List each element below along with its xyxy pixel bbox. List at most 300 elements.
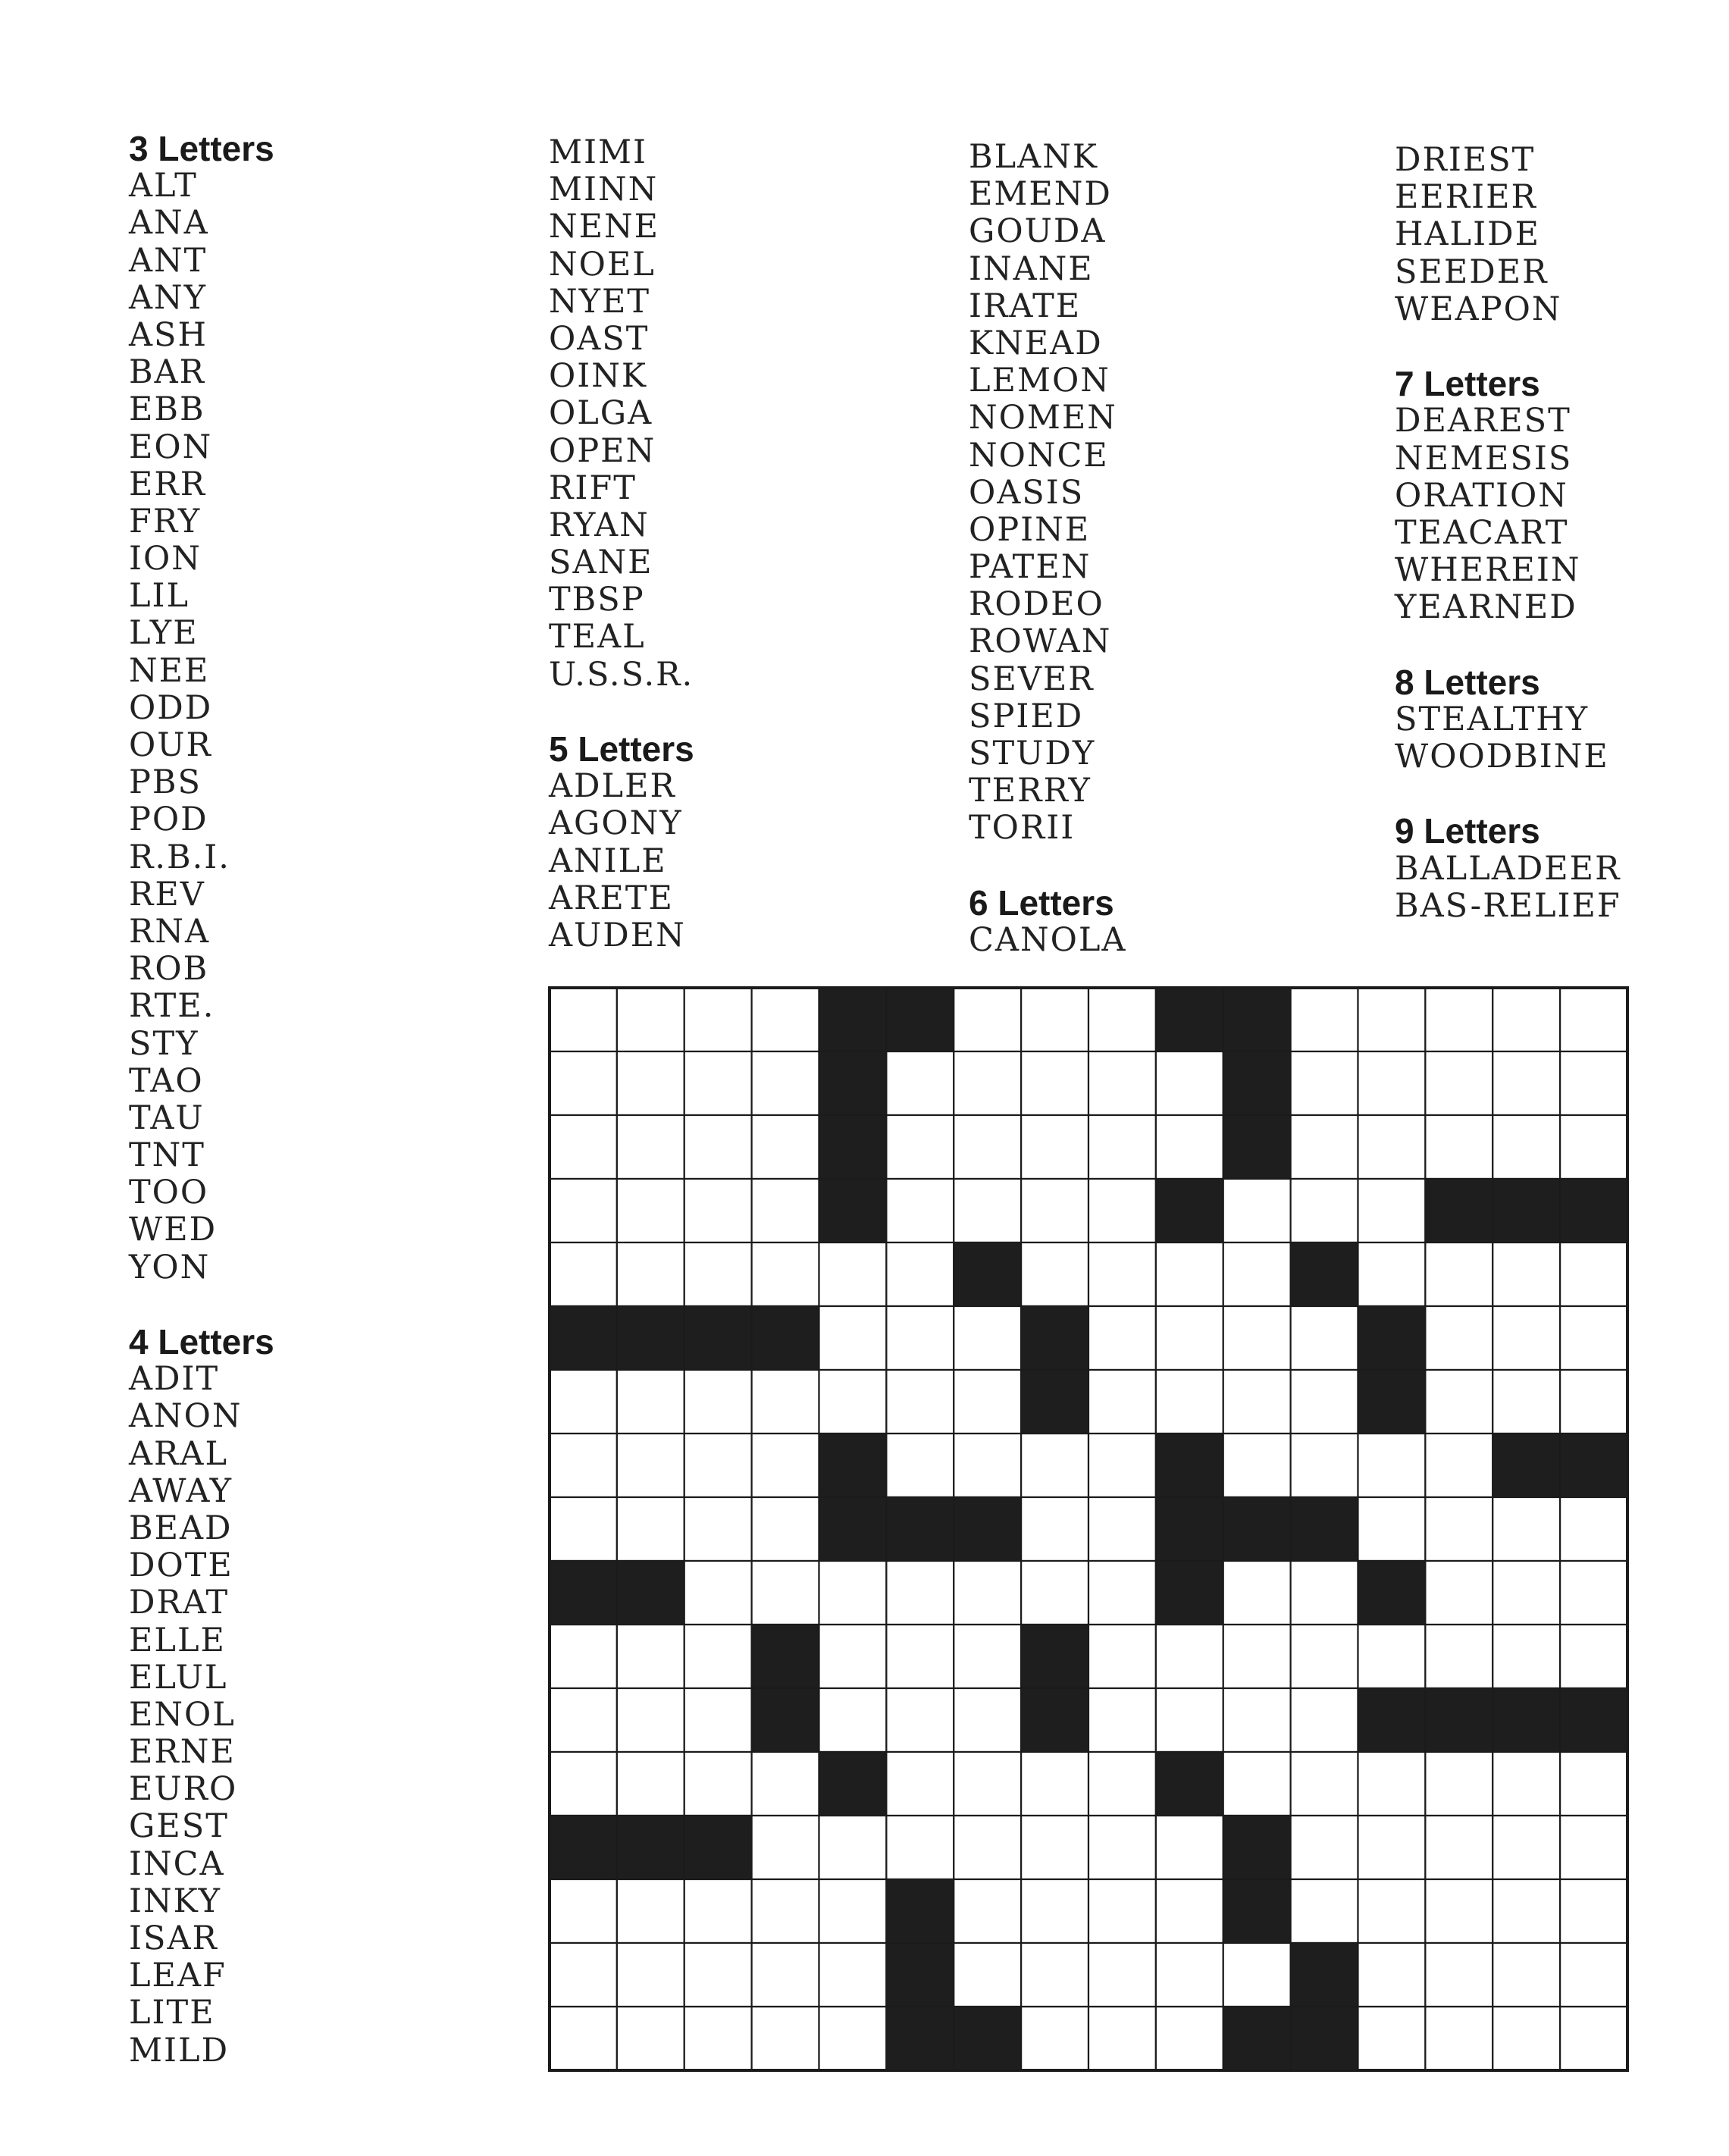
grid-cell[interactable] <box>617 1688 684 1752</box>
word-entry: ELLE <box>129 1621 226 1659</box>
grid-cell[interactable] <box>684 1688 752 1752</box>
word-entry: LEMON <box>969 362 1110 400</box>
grid-cell[interactable] <box>684 2007 752 2070</box>
grid-cell[interactable] <box>954 1115 1021 1179</box>
word-entry: MILD <box>129 2031 230 2070</box>
grid-cell[interactable] <box>1021 1561 1088 1625</box>
grid-cell[interactable] <box>550 1497 617 1561</box>
word-entry: EERIER <box>1395 178 1537 217</box>
grid-cell[interactable] <box>1156 2007 1223 2070</box>
grid-cell[interactable] <box>1223 1943 1291 2007</box>
grid-cell[interactable] <box>684 1434 752 1497</box>
grid-cell[interactable] <box>1358 1179 1426 1243</box>
grid-cell[interactable] <box>1493 1816 1560 1879</box>
word-entry: TAU <box>129 1098 205 1137</box>
grid-cell[interactable] <box>752 1943 819 2007</box>
grid-block <box>1021 1688 1088 1752</box>
grid-cell[interactable] <box>1156 1943 1223 2007</box>
grid-cell[interactable] <box>752 1243 819 1306</box>
grid-cell[interactable] <box>954 988 1021 1051</box>
grid-cell[interactable] <box>1560 1561 1627 1625</box>
grid-cell[interactable] <box>1088 1370 1156 1434</box>
grid-cell[interactable] <box>954 1370 1021 1434</box>
grid-cell[interactable] <box>1291 988 1358 1051</box>
grid-cell[interactable] <box>1223 1434 1291 1497</box>
grid-cell[interactable] <box>1425 1306 1493 1370</box>
word-entry: ERR <box>129 465 207 503</box>
grid-cell[interactable] <box>752 1752 819 1816</box>
word-entry: ANILE <box>549 841 667 880</box>
grid-cell[interactable] <box>550 1434 617 1497</box>
grid-cell[interactable] <box>954 1752 1021 1816</box>
grid-cell[interactable] <box>1560 1370 1627 1434</box>
word-entry: LITE <box>129 1994 215 2032</box>
grid-cell[interactable] <box>1156 1688 1223 1752</box>
grid-cell[interactable] <box>1358 988 1426 1051</box>
grid-cell[interactable] <box>617 1625 684 1688</box>
grid-cell[interactable] <box>1088 1497 1156 1561</box>
grid-block <box>1358 1306 1426 1370</box>
grid-cell[interactable] <box>550 1243 617 1306</box>
grid-cell[interactable] <box>1560 1879 1627 1943</box>
grid-cell[interactable] <box>550 1752 617 1816</box>
grid-cell[interactable] <box>819 1243 887 1306</box>
grid-cell[interactable] <box>617 1752 684 1816</box>
grid-cell[interactable] <box>819 1625 887 1688</box>
grid-block <box>1291 1243 1358 1306</box>
grid-cell[interactable] <box>1291 1306 1358 1370</box>
grid-cell[interactable] <box>819 1816 887 1879</box>
grid-cell[interactable] <box>1425 1625 1493 1688</box>
word-entry: GOUDA <box>969 212 1107 251</box>
grid-cell[interactable] <box>1156 1051 1223 1115</box>
grid-cell[interactable] <box>1223 1243 1291 1306</box>
grid-cell[interactable] <box>954 1306 1021 1370</box>
word-entry: INKY <box>129 1882 221 1920</box>
grid-cell[interactable] <box>1560 988 1627 1051</box>
grid-cell[interactable] <box>1358 1752 1426 1816</box>
grid-cell[interactable] <box>550 1943 617 2007</box>
grid-cell[interactable] <box>1493 1943 1560 2007</box>
word-entry: DRIEST <box>1395 141 1536 179</box>
grid-block <box>1223 1497 1291 1561</box>
word-entry: OLGA <box>549 394 653 433</box>
grid-block <box>752 1625 819 1688</box>
grid-cell[interactable] <box>819 1306 887 1370</box>
word-entry: OPEN <box>549 431 656 470</box>
grid-cell[interactable] <box>886 1051 954 1115</box>
grid-block <box>1560 1688 1627 1752</box>
grid-cell[interactable] <box>1088 1943 1156 2007</box>
grid-cell[interactable] <box>550 2007 617 2070</box>
word-entry: ALT <box>129 167 198 205</box>
grid-block <box>1156 1497 1223 1561</box>
grid-cell[interactable] <box>819 1561 887 1625</box>
grid-cell[interactable] <box>954 1051 1021 1115</box>
word-entry: ADIT <box>129 1360 220 1399</box>
grid-cell[interactable] <box>1291 1879 1358 1943</box>
grid-cell[interactable] <box>1493 988 1560 1051</box>
grid-cell[interactable] <box>684 1879 752 1943</box>
grid-cell[interactable] <box>684 1115 752 1179</box>
grid-cell[interactable] <box>1493 1752 1560 1816</box>
grid-cell[interactable] <box>1088 1879 1156 1943</box>
word-entry: NOEL <box>549 245 656 284</box>
word-entry: ION <box>129 540 202 578</box>
grid-cell[interactable] <box>1021 1752 1088 1816</box>
grid-cell[interactable] <box>886 1306 954 1370</box>
grid-cell[interactable] <box>684 1943 752 2007</box>
grid-cell[interactable] <box>1425 1752 1493 1816</box>
grid-cell[interactable] <box>550 1179 617 1243</box>
grid-cell[interactable] <box>1088 1625 1156 1688</box>
grid-cell[interactable] <box>684 1752 752 1816</box>
grid-cell[interactable] <box>1425 1561 1493 1625</box>
grid-cell[interactable] <box>550 1051 617 1115</box>
grid-cell[interactable] <box>617 1051 684 1115</box>
grid-cell[interactable] <box>1425 988 1493 1051</box>
grid-cell[interactable] <box>1156 1370 1223 1434</box>
grid-cell[interactable] <box>1560 1497 1627 1561</box>
grid-cell[interactable] <box>1358 1625 1426 1688</box>
word-column-4 <box>1395 142 1621 925</box>
grid-block <box>1358 1688 1426 1752</box>
word-entry: POD <box>129 801 208 839</box>
grid-cell[interactable] <box>752 1497 819 1561</box>
grid-cell[interactable] <box>1560 1752 1627 1816</box>
grid-cell[interactable] <box>1088 1688 1156 1752</box>
grid-cell[interactable] <box>1021 988 1088 1051</box>
grid-cell[interactable] <box>1088 2007 1156 2070</box>
grid-cell[interactable] <box>684 1243 752 1306</box>
grid-cell[interactable] <box>1021 1816 1088 1879</box>
section-heading: 6 Letters <box>969 882 1114 923</box>
grid-cell[interactable] <box>684 1625 752 1688</box>
grid-cell[interactable] <box>752 1051 819 1115</box>
grid-cell[interactable] <box>954 1943 1021 2007</box>
grid-cell[interactable] <box>954 1879 1021 1943</box>
grid-cell[interactable] <box>1021 1115 1088 1179</box>
grid-cell[interactable] <box>684 1370 752 1434</box>
grid-cell[interactable] <box>617 1243 684 1306</box>
grid-cell[interactable] <box>1358 1497 1426 1561</box>
grid-cell[interactable] <box>1223 1306 1291 1370</box>
word-entry: RIFT <box>549 468 637 507</box>
grid-cell[interactable] <box>819 1688 887 1752</box>
grid-cell[interactable] <box>886 1179 954 1243</box>
grid-cell[interactable] <box>1425 1879 1493 1943</box>
word-entry: ANA <box>129 204 209 243</box>
section-spacer <box>1395 328 1621 365</box>
grid-cell[interactable] <box>1560 1306 1627 1370</box>
word-entry: AUDEN <box>549 916 686 954</box>
grid-cell[interactable] <box>1493 1497 1560 1561</box>
grid-block <box>550 1816 617 1879</box>
grid-cell[interactable] <box>1358 1051 1426 1115</box>
grid-cell[interactable] <box>1021 1243 1088 1306</box>
grid-cell[interactable] <box>1088 1179 1156 1243</box>
section-heading: 7 Letters <box>1395 364 1540 404</box>
grid-cell[interactable] <box>617 1434 684 1497</box>
grid-block <box>684 1306 752 1370</box>
grid-cell[interactable] <box>1425 1115 1493 1179</box>
grid-cell[interactable] <box>550 1370 617 1434</box>
word-entry: RNA <box>129 912 211 951</box>
grid-cell[interactable] <box>1223 1179 1291 1243</box>
grid-cell[interactable] <box>752 1879 819 1943</box>
grid-block <box>617 1561 684 1625</box>
grid-cell[interactable] <box>1425 1243 1493 1306</box>
grid-block <box>819 1115 887 1179</box>
grid-cell[interactable] <box>1358 1115 1426 1179</box>
grid-cell[interactable] <box>752 2007 819 2070</box>
grid-cell[interactable] <box>886 1115 954 1179</box>
grid-block <box>1291 1943 1358 2007</box>
grid-cell[interactable] <box>1425 1051 1493 1115</box>
grid-cell[interactable] <box>1291 1434 1358 1497</box>
word-entry: OINK <box>549 357 647 396</box>
grid-block <box>1223 1879 1291 1943</box>
grid-cell[interactable] <box>617 988 684 1051</box>
grid-cell[interactable] <box>886 1816 954 1879</box>
grid-cell[interactable] <box>1088 1816 1156 1879</box>
grid-cell[interactable] <box>1291 1688 1358 1752</box>
grid-cell[interactable] <box>819 1370 887 1434</box>
word-entry: EON <box>129 428 213 466</box>
grid-cell[interactable] <box>1021 1434 1088 1497</box>
grid-cell[interactable] <box>1493 1561 1560 1625</box>
grid-cell[interactable] <box>1560 1115 1627 1179</box>
word-entry: WED <box>129 1211 218 1249</box>
grid-cell[interactable] <box>1223 1561 1291 1625</box>
grid-cell[interactable] <box>684 1051 752 1115</box>
grid-cell[interactable] <box>1358 1879 1426 1943</box>
grid-cell[interactable] <box>886 1752 954 1816</box>
word-entry: NYET <box>549 282 651 321</box>
grid-cell[interactable] <box>752 988 819 1051</box>
grid-cell[interactable] <box>550 1625 617 1688</box>
word-entry: U.S.S.R. <box>549 655 694 694</box>
word-entry: STEALTHY <box>1395 700 1590 738</box>
grid-cell[interactable] <box>617 1497 684 1561</box>
grid-cell[interactable] <box>1291 1561 1358 1625</box>
word-entry: FRY <box>129 502 202 541</box>
grid-cell[interactable] <box>1223 1752 1291 1816</box>
grid-cell[interactable] <box>1291 1625 1358 1688</box>
word-entry: ISAR <box>129 1919 218 1957</box>
grid-cell[interactable] <box>1291 1051 1358 1115</box>
grid-cell[interactable] <box>752 1370 819 1434</box>
grid-cell[interactable] <box>954 1434 1021 1497</box>
grid-cell[interactable] <box>1425 1497 1493 1561</box>
word-entry: ADLER <box>549 767 676 806</box>
grid-cell[interactable] <box>1291 1752 1358 1816</box>
grid-cell[interactable] <box>684 988 752 1051</box>
grid-cell[interactable] <box>1560 1943 1627 2007</box>
word-entry: NEMESIS <box>1395 439 1573 478</box>
grid-cell[interactable] <box>886 1688 954 1752</box>
word-entry: WEAPON <box>1395 290 1562 328</box>
section-spacer <box>969 848 1126 885</box>
grid-cell[interactable] <box>684 1179 752 1243</box>
grid-cell[interactable] <box>1021 1879 1088 1943</box>
grid-cell[interactable] <box>886 1434 954 1497</box>
word-entry: STY <box>129 1024 199 1063</box>
word-entry: NONCE <box>969 436 1109 475</box>
grid-cell[interactable] <box>1291 1115 1358 1179</box>
grid-cell[interactable] <box>1493 1370 1560 1434</box>
grid-cell[interactable] <box>550 1879 617 1943</box>
word-entry: LEAF <box>129 1957 227 1995</box>
grid-cell[interactable] <box>550 1688 617 1752</box>
grid-cell[interactable] <box>1425 1434 1493 1497</box>
grid-cell[interactable] <box>819 1943 887 2007</box>
grid-block <box>819 1051 887 1115</box>
grid-cell[interactable] <box>886 1243 954 1306</box>
grid-block <box>617 1816 684 1879</box>
grid-cell[interactable] <box>1493 1625 1560 1688</box>
word-entry: OPINE <box>969 510 1091 549</box>
word-entry: DOTE <box>129 1546 233 1585</box>
grid-block <box>752 1688 819 1752</box>
grid-cell[interactable] <box>617 1179 684 1243</box>
grid-cell[interactable] <box>550 1115 617 1179</box>
grid-block <box>1156 1434 1223 1497</box>
grid-cell[interactable] <box>1493 2007 1560 2070</box>
word-entry: ROB <box>129 950 209 989</box>
grid-cell[interactable] <box>1088 1115 1156 1179</box>
grid-cell[interactable] <box>1358 1434 1426 1497</box>
grid-cell[interactable] <box>954 1816 1021 1879</box>
grid-cell[interactable] <box>1021 1051 1088 1115</box>
grid-cell[interactable] <box>1291 1179 1358 1243</box>
grid-cell[interactable] <box>1358 2007 1426 2070</box>
grid-cell[interactable] <box>1493 1051 1560 1115</box>
grid-cell[interactable] <box>1088 988 1156 1051</box>
grid-cell[interactable] <box>550 988 617 1051</box>
grid-cell[interactable] <box>1425 1943 1493 2007</box>
word-entry: BEAD <box>129 1509 233 1547</box>
grid-cell[interactable] <box>1358 1816 1426 1879</box>
grid-cell[interactable] <box>1493 1243 1560 1306</box>
grid-cell[interactable] <box>1291 1370 1358 1434</box>
grid-cell[interactable] <box>752 1816 819 1879</box>
grid-cell[interactable] <box>1223 1625 1291 1688</box>
grid-cell[interactable] <box>1156 1625 1223 1688</box>
grid-cell[interactable] <box>1021 1943 1088 2007</box>
grid-block <box>886 1879 954 1943</box>
grid-cell[interactable] <box>1560 1243 1627 1306</box>
grid-cell[interactable] <box>1223 1370 1291 1434</box>
grid-block <box>1493 1688 1560 1752</box>
grid-cell[interactable] <box>1088 1752 1156 1816</box>
grid-block <box>1291 2007 1358 2070</box>
grid-cell[interactable] <box>1560 1816 1627 1879</box>
grid-cell[interactable] <box>954 1688 1021 1752</box>
grid-cell[interactable] <box>617 1943 684 2007</box>
grid-cell[interactable] <box>1156 1243 1223 1306</box>
grid-cell[interactable] <box>1560 1625 1627 1688</box>
grid-cell[interactable] <box>1560 2007 1627 2070</box>
word-entry: ANON <box>129 1397 243 1436</box>
grid-cell[interactable] <box>1156 1816 1223 1879</box>
grid-cell[interactable] <box>1156 1115 1223 1179</box>
word-entry: ROWAN <box>969 622 1112 661</box>
section-heading: 4 Letters <box>129 1322 274 1362</box>
word-entry: OASIS <box>969 473 1085 512</box>
grid-cell[interactable] <box>1021 1497 1088 1561</box>
grid-cell[interactable] <box>1088 1243 1156 1306</box>
grid-cell[interactable] <box>1223 1688 1291 1752</box>
grid-cell[interactable] <box>819 1879 887 1943</box>
grid-cell[interactable] <box>1493 1306 1560 1370</box>
grid-block <box>1021 1625 1088 1688</box>
grid-cell[interactable] <box>1021 1179 1088 1243</box>
grid-cell[interactable] <box>954 1625 1021 1688</box>
grid-cell[interactable] <box>684 1497 752 1561</box>
grid-cell[interactable] <box>617 1370 684 1434</box>
grid-cell[interactable] <box>752 1434 819 1497</box>
grid-cell[interactable] <box>1156 1879 1223 1943</box>
grid-cell[interactable] <box>1088 1561 1156 1625</box>
grid-cell[interactable] <box>617 2007 684 2070</box>
grid-cell[interactable] <box>752 1179 819 1243</box>
grid-cell[interactable] <box>1425 2007 1493 2070</box>
grid-cell[interactable] <box>886 1370 954 1434</box>
grid-cell[interactable] <box>954 1179 1021 1243</box>
grid-cell[interactable] <box>1088 1051 1156 1115</box>
grid-cell[interactable] <box>617 1879 684 1943</box>
grid-cell[interactable] <box>1291 1816 1358 1879</box>
word-entry: ENOL <box>129 1695 236 1734</box>
grid-cell[interactable] <box>1493 1115 1560 1179</box>
word-entry: ASH <box>129 315 208 354</box>
grid-cell[interactable] <box>1560 1051 1627 1115</box>
grid-cell[interactable] <box>1088 1434 1156 1497</box>
grid-cell[interactable] <box>1493 1879 1560 1943</box>
grid-cell[interactable] <box>1358 1943 1426 2007</box>
grid-cell[interactable] <box>1156 1306 1223 1370</box>
word-entry: BAS-RELIEF <box>1395 886 1621 925</box>
section-heading: 8 Letters <box>1395 662 1540 702</box>
grid-block <box>1156 1752 1223 1816</box>
grid-cell[interactable] <box>886 1625 954 1688</box>
word-entry: ODD <box>129 688 213 727</box>
grid-cell[interactable] <box>1021 2007 1088 2070</box>
word-entry: ORATION <box>1395 476 1568 515</box>
word-entry: GEST <box>129 1807 229 1846</box>
crossword-grid <box>547 986 1630 2073</box>
word-entry: OUR <box>129 726 212 764</box>
grid-cell[interactable] <box>819 2007 887 2070</box>
word-entry: TEACART <box>1395 513 1569 552</box>
grid-cell[interactable] <box>1088 1306 1156 1370</box>
grid-cell[interactable] <box>617 1115 684 1179</box>
grid-cell[interactable] <box>886 1561 954 1625</box>
word-entry: RODEO <box>969 585 1104 624</box>
grid-cell[interactable] <box>954 1561 1021 1625</box>
grid-cell[interactable] <box>1425 1370 1493 1434</box>
grid-cell[interactable] <box>1425 1816 1493 1879</box>
word-entry: INANE <box>969 249 1094 288</box>
grid-cell[interactable] <box>684 1561 752 1625</box>
grid-cell[interactable] <box>1358 1243 1426 1306</box>
grid-block <box>819 1179 887 1243</box>
section-spacer <box>1395 626 1621 663</box>
grid-cell[interactable] <box>752 1561 819 1625</box>
word-entry: EMEND <box>969 175 1112 214</box>
grid-cell[interactable] <box>752 1115 819 1179</box>
